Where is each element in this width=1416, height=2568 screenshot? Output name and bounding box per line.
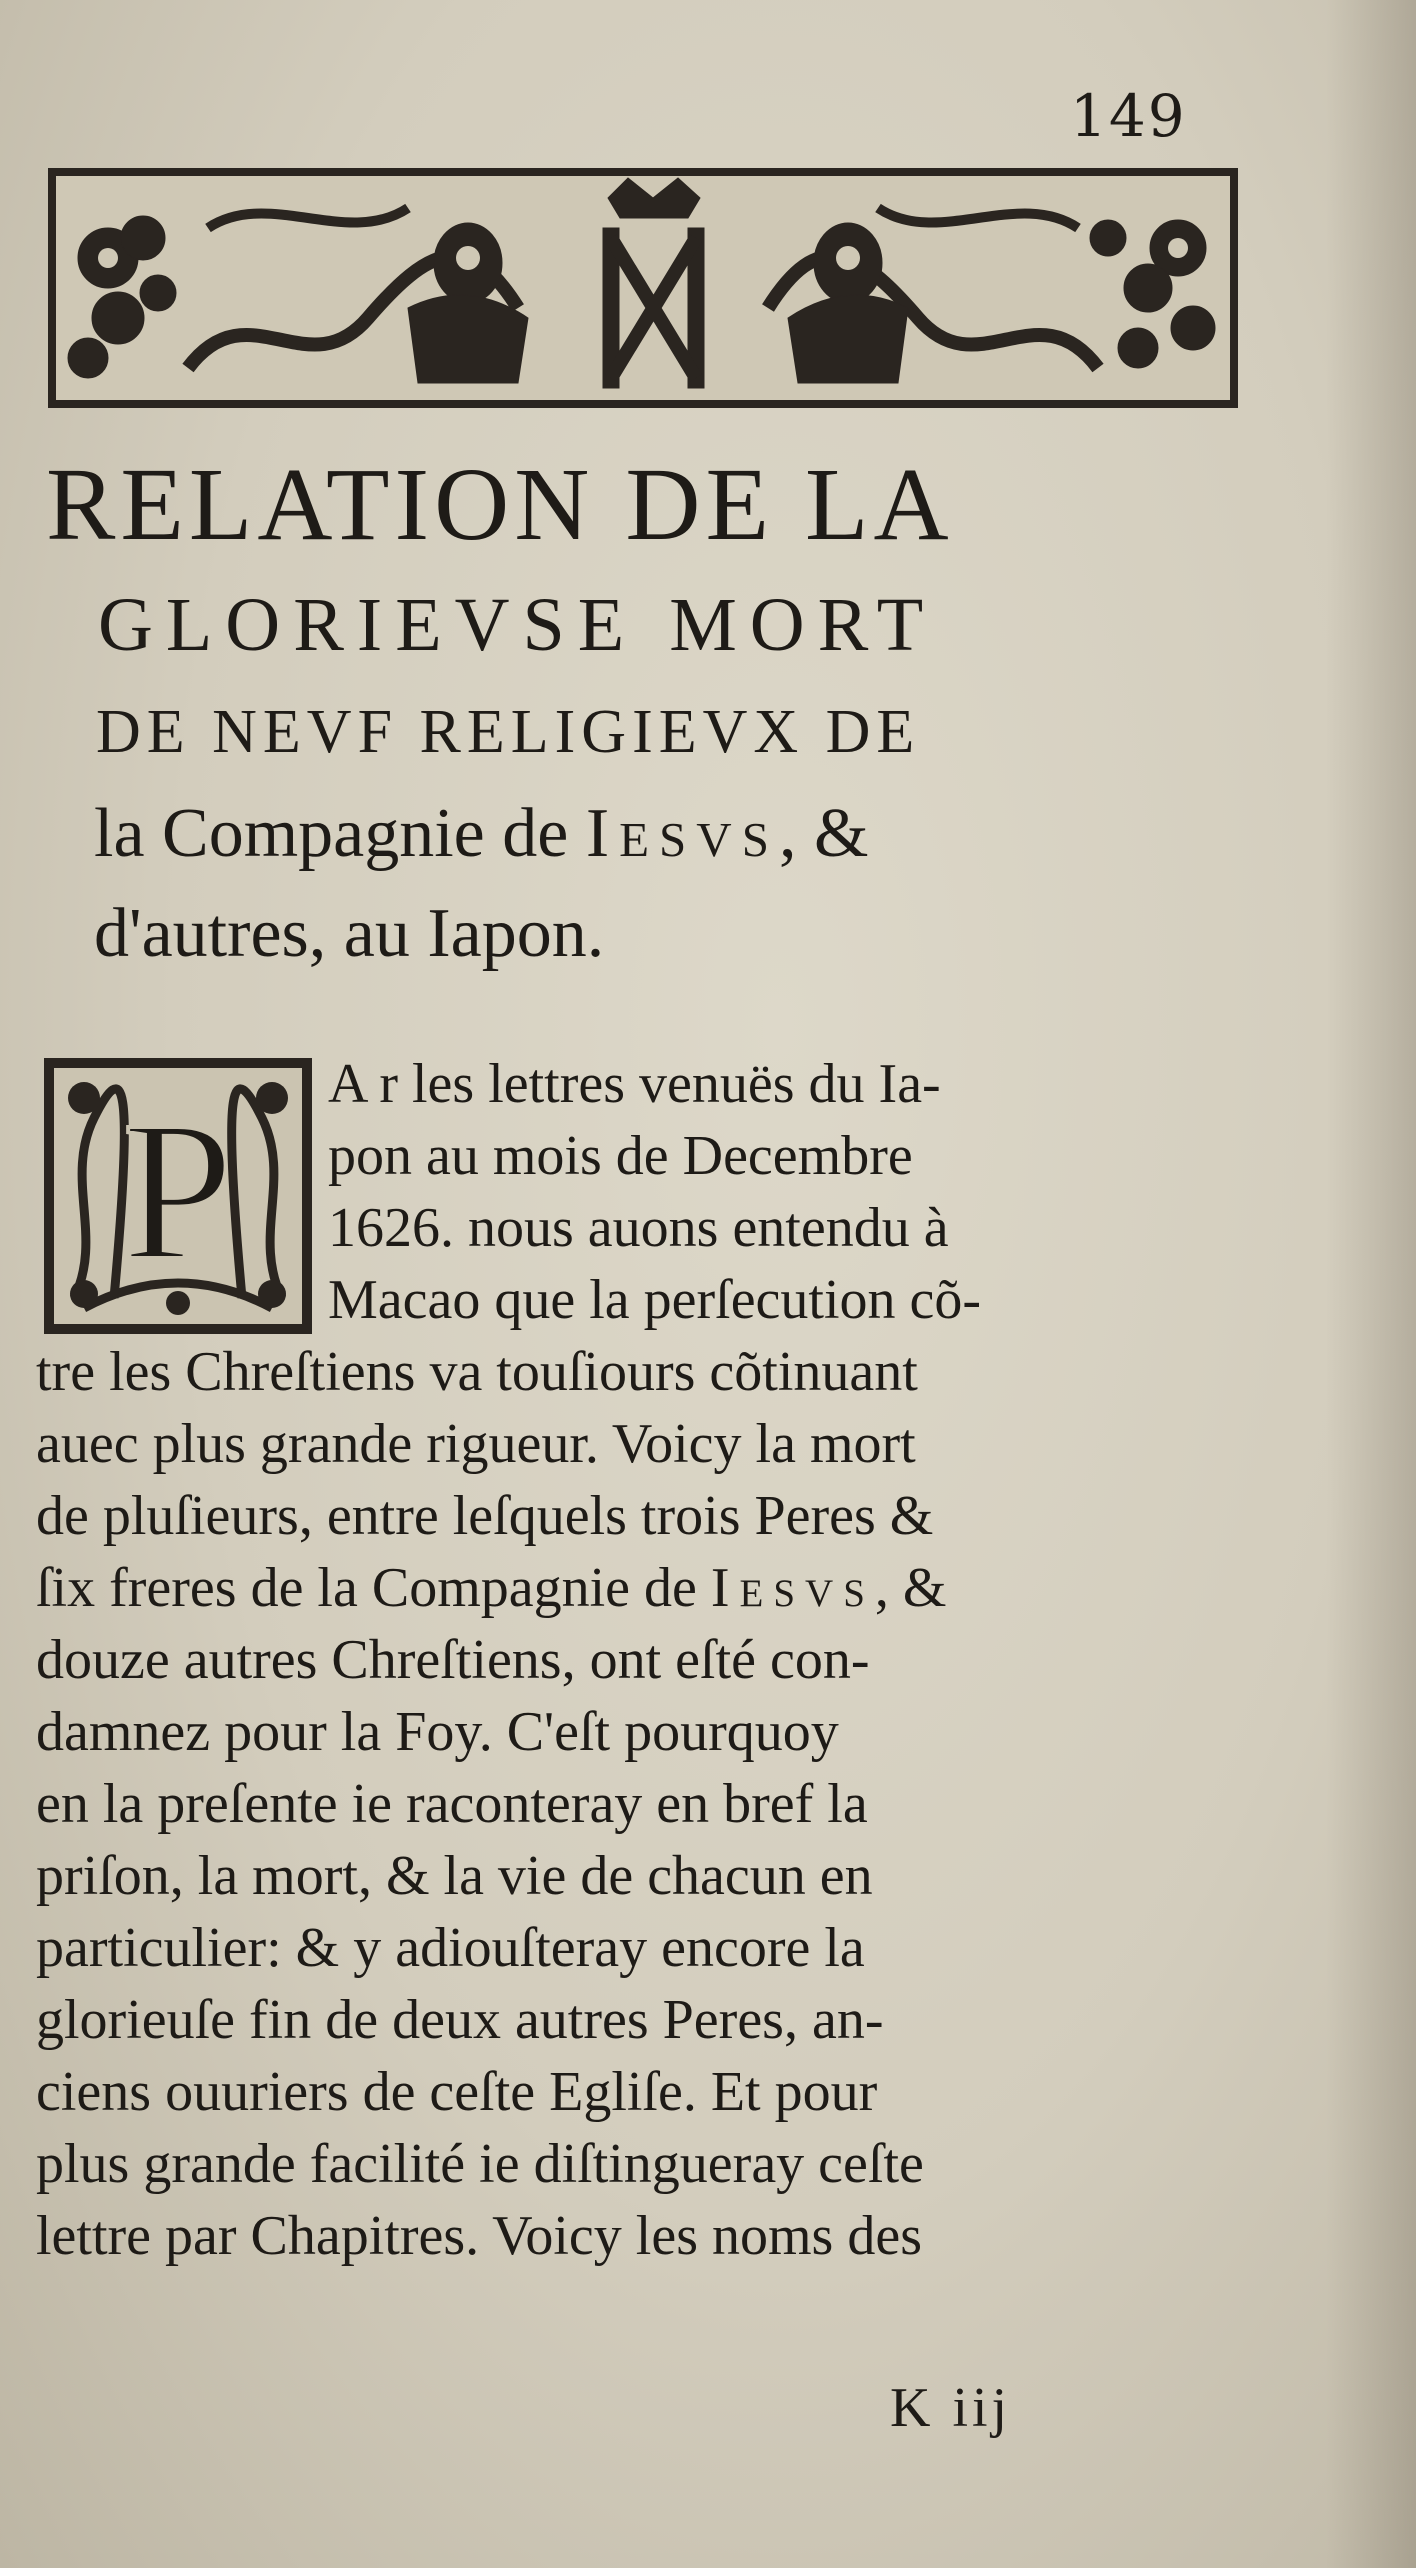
- title-line-2: GLORIEVSE MORT: [98, 583, 937, 667]
- headpiece-ornament: [48, 168, 1238, 408]
- title-line-5: d'autres, au Iapon.: [94, 895, 605, 972]
- body-line-8-end: , &: [874, 1557, 947, 1619]
- body-line: Macao que la perſecution cõ-: [328, 1269, 982, 1331]
- body-line: plus grande facilité ie diſtingueray ceſte: [36, 2133, 924, 2195]
- body-line: de pluſieurs, entre leſquels trois Peres &: [36, 1485, 934, 1547]
- title-line-4-name: Iesvs: [585, 795, 779, 872]
- title-line-3: DE NEVF RELIGIEVX DE: [96, 698, 921, 766]
- body-line: pon au mois de Decembre: [328, 1125, 913, 1187]
- body-line: tre les Chreſtiens va touſiours cõtinuant: [36, 1341, 918, 1403]
- page-edge-shadow: [1326, 0, 1416, 2568]
- title-line-4-end: , &: [778, 795, 869, 872]
- chapter-title: [46, 440, 1246, 984]
- body-line: [36, 1552, 1186, 1624]
- body-line: auec plus grande rigueur. Voicy la mort: [36, 1413, 916, 1475]
- body-line: particulier: & y adiouſteray encore la: [36, 1917, 865, 1979]
- body-paragraph: [36, 1048, 1186, 2272]
- body-line: en la preſente ie raconteray en bref la: [36, 1773, 868, 1835]
- body-line: lettre par Chapitres. Voicy les noms des: [36, 2205, 922, 2267]
- page-number: 149: [1070, 82, 1187, 150]
- body-line: douze autres Chreſtiens, ont eſté con-: [36, 1629, 870, 1691]
- signature-catchword: K iij: [890, 2377, 1012, 2439]
- body-line: damnez pour la Foy. C'eſt pourquoy: [36, 1701, 839, 1763]
- body-line-8-start: ſix freres de la Compagnie de: [36, 1557, 711, 1619]
- title-line-1: RELATION DE LA: [46, 447, 954, 562]
- body-line-8-name: Iesvs: [710, 1557, 875, 1619]
- title-line-4: [46, 784, 1246, 884]
- initial-letter: P: [122, 1081, 234, 1302]
- body-line: glorieuſe fin de deux autres Peres, an-: [36, 1989, 884, 2051]
- body-line: A r les lettres venuës du Ia-: [328, 1053, 941, 1115]
- title-line-4-text: la Compagnie de: [94, 795, 586, 872]
- body-line: ciens ouuriers de ceſte Egliſe. Et pour: [36, 2061, 878, 2123]
- body-line: priſon, la mort, & la vie de chacun en: [36, 1845, 873, 1907]
- body-line: 1626. nous auons entendu à: [328, 1197, 949, 1259]
